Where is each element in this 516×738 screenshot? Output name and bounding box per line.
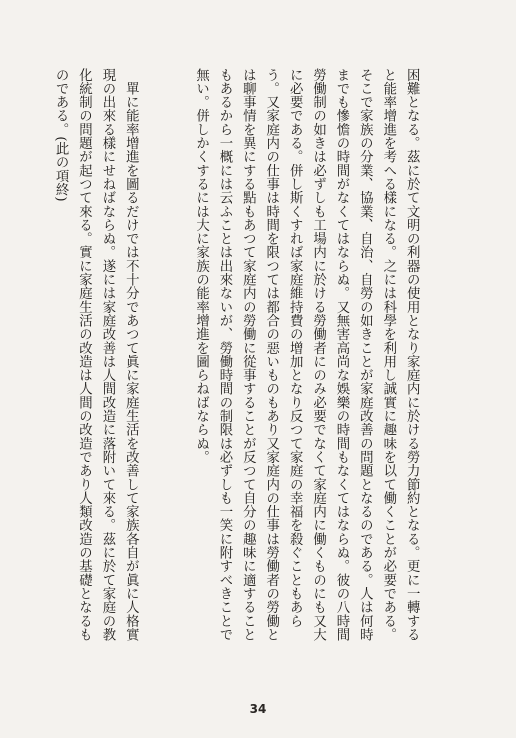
page-number: 34 [249,702,267,716]
paragraph-1: 困難となる。茲に於て文明の利器の使用となり家庭内に於ける勞力節約となる。更に一轉すると能率增進を考へる樣になる。之には科學を利用し誠實に趣味を以て働くことが必要である。そこで家族の分業、協業、自治、自勞の如きことが家庭改善の問題となるのである。人は何時までも慘憺の時間がなくてはならぬ。又無害高尚な娛樂の時間もなくてはならぬ。彼の八時間勞働制の如きは必ずしも工場内に於ける勞働者にのみ必要でなくて家庭内に働くものにも又大に必要である。併し斯くすれば家庭維持費の增加となり反つて家庭の幸福を殺ぐこともあらう。又家庭内の仕事は時間を限つては都合の惡いものもあり又家庭内の仕事は勞働者の勞働とは聊事情を異にする點もあつて家庭内の勞働に從事することが反つて自分の趣味に適することもあるから一概には云ふことは出來ないが、勞働時間の制限は必ずしも一笑に附すべきことで無い。併しかくするには大に家族の能率增進を圖らねばならぬ。 [193,68,420,642]
paragraph-2: 單に能率增進を圖るだけでは不十分であつて眞に家庭生活を改善して家族各自が眞に人格實現の出來る樣にせねばならぬ。遂には家庭改善は人間改造に落附いて來る。茲に於て家庭の教化統制の問題が起つて來る。實に家庭生活の改造は人間の改造であり人類改造の基礎となるものである。(此の項終) [53,68,139,642]
vertical-text-body [40,68,470,648]
